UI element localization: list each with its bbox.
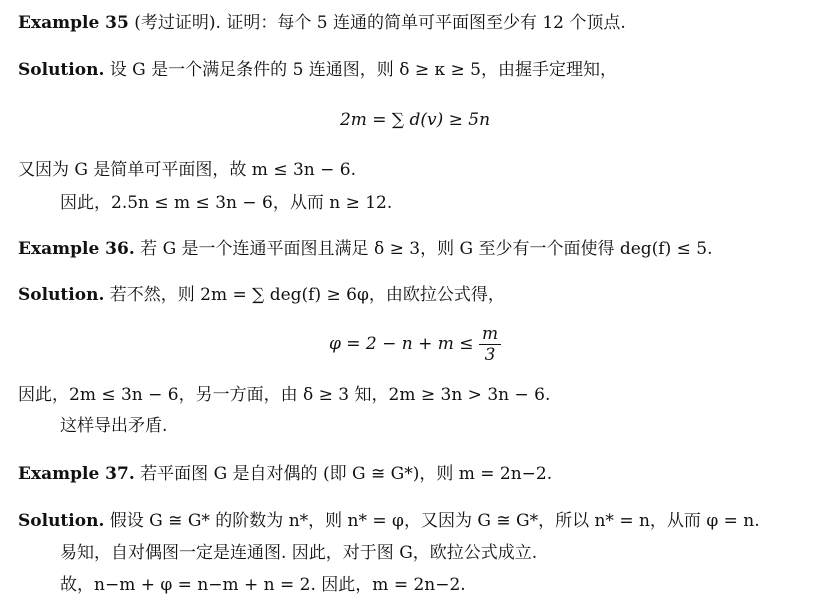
solution-36-equation — [0, 322, 830, 366]
solution-37-line2: 易知，自对偶图一定是连通图. 因此，对于图 G，欧拉公式成立. — [60, 543, 538, 563]
example-37-label: Example 37. — [18, 464, 135, 484]
example-36-text: 若 G 是一个连通平面图且满足 δ ≥ 3，则 G 至少有一个面使得 deg(f) ≤ 5. — [134, 239, 713, 259]
solution-35 — [18, 59, 617, 81]
solution-36-line3: 这样导出矛盾. — [60, 416, 168, 436]
solution-36-eq-left: φ = 2 − n + m ≤ — [328, 334, 479, 354]
example-35 — [18, 12, 626, 34]
solution-35-text: 设 G 是一个满足条件的 5 连通图，则 δ ≥ κ ≥ 5，由握手定理知， — [104, 60, 617, 80]
solution-35-line2: 又因为 G 是简单可平面图，故 m ≤ 3n − 6. — [18, 160, 356, 180]
example-35-label: Example 35 — [18, 13, 129, 33]
solution-35-label: Solution. — [18, 60, 105, 80]
solution-37-text: 假设 G ≅ G* 的阶数为 n*，则 n* = φ，又因为 G ≅ G*，所以 n* = n，从而 φ = n. — [104, 511, 760, 531]
example-36 — [18, 238, 713, 260]
example-37-text: 若平面图 G 是自对偶的 (即 G ≅ G*)，则 m = 2n−2. — [134, 464, 553, 484]
solution-36 — [18, 284, 505, 306]
fraction-numerator: m — [479, 324, 501, 345]
solution-35-equation: 2m = ∑ d(v) ≥ 5n — [339, 110, 491, 130]
solution-36-text: 若不然，则 2m = ∑ deg(f) ≥ 6φ，由欧拉公式得， — [104, 285, 505, 305]
solution-37 — [18, 510, 760, 532]
example-37 — [18, 463, 552, 485]
solution-37-label: Solution. — [18, 511, 105, 531]
solution-35-line3: 因此，2.5n ≤ m ≤ 3n − 6，从而 n ≥ 12. — [60, 193, 393, 213]
example-36-label: Example 36. — [18, 239, 135, 259]
example-35-text: (考过证明). 证明：每个 5 连通的简单可平面图至少有 12 个顶点. — [128, 13, 626, 33]
fraction — [479, 324, 501, 365]
fraction-denominator: 3 — [484, 345, 496, 365]
solution-36-label: Solution. — [18, 285, 105, 305]
solution-36-line2: 因此，2m ≤ 3n − 6，另一方面，由 δ ≥ 3 知，2m ≥ 3n > 3n − 6. — [18, 385, 551, 405]
solution-37-line3: 故，n−m + φ = n−m + n = 2. 因此，m = 2n−2. — [60, 575, 466, 595]
